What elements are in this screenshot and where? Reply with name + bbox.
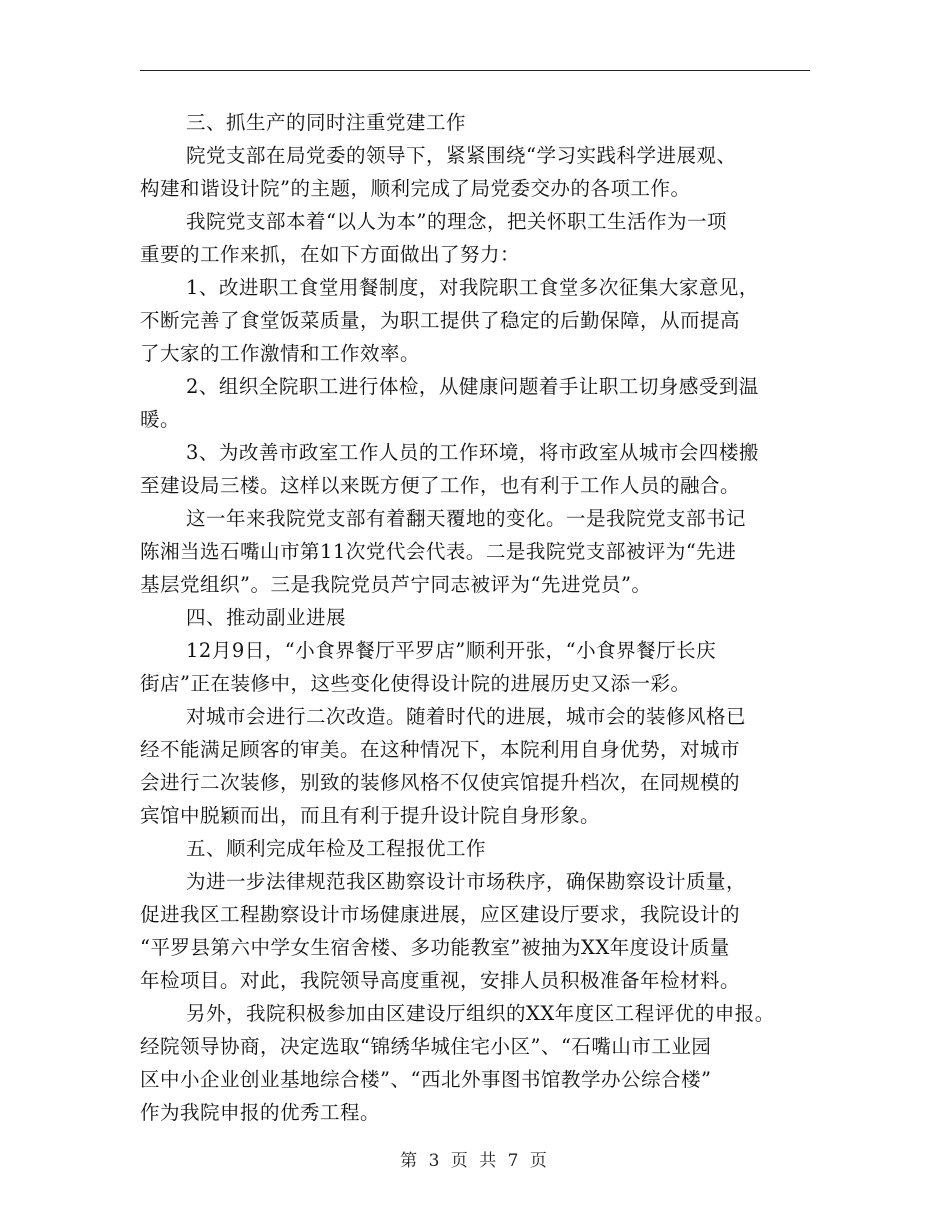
paragraph-line: 我院党支部本着“以人为本”的理念，把关怀职工生活作为一项 [186, 210, 727, 233]
paragraph-line: 了大家的工作激情和工作效率。 [140, 342, 421, 365]
section-heading-5: 五、顺利完成年检及工程报优工作 [186, 837, 487, 860]
paragraph-line: 另外，我院积极参加由区建设厅组织的XX年度区工程评优的申报。 [186, 1002, 775, 1025]
paragraph-line: 12月9日，“小食界餐厅平罗店”顺利开张，“小食界餐厅长庆 [186, 639, 717, 662]
paragraph-line: 为进一步法律规范我区勘察设计市场秩序，确保勘察设计质量， [186, 870, 747, 893]
document-body [140, 106, 820, 1129]
paragraph-line: 基层党组织”。三是我院党员芦宁同志被评为“先进党员”。 [140, 573, 652, 596]
paragraph-line: 对城市会进行二次改造。随着时代的进展，城市会的装修风格已 [186, 705, 747, 728]
paragraph-line: 经院领导协商，决定选取“锦绣华城住宅小区”、“石嘴山市工业园 [140, 1035, 712, 1058]
list-item-1: 1、改进职工食堂用餐制度，对我院职工食堂多次征集大家意见， [186, 276, 759, 299]
paragraph-line: 重要的工作来抓，在如下方面做出了努力： [140, 243, 521, 266]
paragraph-line: 院党支部在局党委的领导下，紧紧围绕“学习实践科学进展观、 [186, 144, 737, 167]
paragraph-line: 促进我区工程勘察设计市场健康进展，应区建设厅要求，我院设计的 [140, 903, 741, 926]
paragraph-line: 这一年来我院党支部有着翻天覆地的变化。一是我院党支部书记 [186, 507, 747, 530]
paragraph-line: 至建设局三楼。这样以来既方便了工作，也有利于工作人员的融合。 [140, 474, 741, 497]
paragraph-line: 年检项目。对此，我院领导高度重视，安排人员积极准备年检材料。 [140, 969, 741, 992]
page-number-footer: 第 3 页 共 7 页 [400, 1151, 550, 1171]
paragraph-line: “平罗县第六中学女生宿舍楼、多功能教室”被抽为XX年度设计质量 [140, 936, 730, 959]
paragraph-line: 暖。 [140, 408, 181, 431]
section-heading-3: 三、抓生产的同时注重党建工作 [186, 111, 467, 134]
paragraph-line: 作为我院申报的优秀工程。 [140, 1101, 381, 1124]
paragraph-line: 区中小企业创业基地综合楼”、“西北外事图书馆教学办公综合楼” [140, 1068, 712, 1091]
paragraph-line: 宾馆中脱颖而出，而且有利于提升设计院自身形象。 [140, 804, 601, 827]
paragraph-line: 经不能满足顾客的审美。在这种情况下，本院利用自身优势，对城市 [140, 738, 741, 761]
paragraph-line: 构建和谐设计院”的主题，顺利完成了局党委交办的各项工作。 [140, 177, 691, 200]
paragraph-line: 陈湘当选石嘴山市第11次党代会代表。二是我院党支部被评为“先进 [140, 540, 737, 563]
list-item-2: 2、组织全院职工进行体检，从健康问题着手让职工切身感受到温 [186, 375, 759, 398]
section-heading-4: 四、推动副业进展 [186, 606, 347, 629]
header-rule [140, 70, 810, 71]
list-item-3: 3、为改善市政室工作人员的工作环境，将市政室从城市会四楼搬 [186, 441, 759, 464]
paragraph-line: 会进行二次装修，别致的装修风格不仅使宾馆提升档次，在同规模的 [140, 771, 741, 794]
paragraph-line: 不断完善了食堂饭菜质量，为职工提供了稳定的后勤保障，从而提高 [140, 309, 741, 332]
paragraph-line: 街店”正在装修中，这些变化使得设计院的进展历史又添一彩。 [140, 672, 691, 695]
